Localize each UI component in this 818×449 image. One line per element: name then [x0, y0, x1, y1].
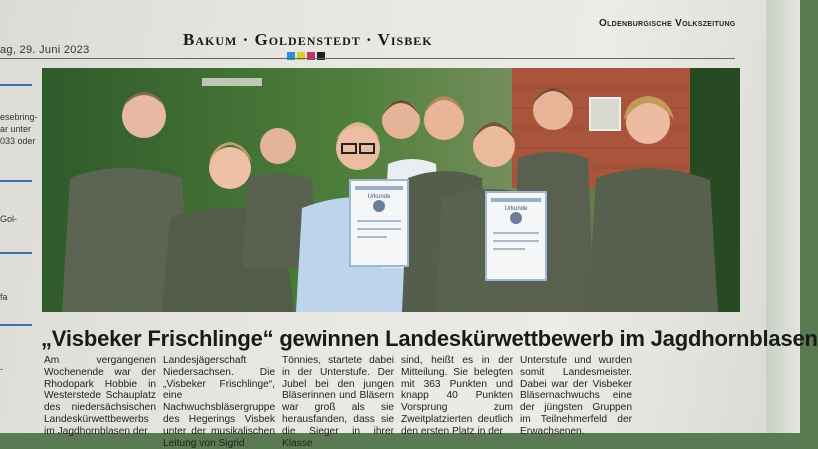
certificate-title: Urkunde	[504, 206, 528, 212]
column-divider	[0, 84, 32, 86]
issue-date: ag, 29. Juni 2023	[0, 44, 90, 56]
newspaper-name: Oldenburgische Volkszeitung	[599, 18, 736, 29]
window	[590, 98, 620, 130]
pergola	[202, 78, 262, 86]
group-photo-illustration	[42, 68, 740, 312]
article-column: Tönnies, startete dabei in der Unterstufe. Der Jubel bei den jungen Bläserinnen und Bläsern war groß als sie herausfanden, dass sie die Sieger in ihrer Klasse	[282, 355, 394, 449]
fragment-line: fa	[0, 292, 8, 302]
fragment-line: Gol-	[0, 214, 18, 224]
article-column: Unterstufe und wurden somit Landesmeister. Dabei war der Visbeker Bläsernachwuchs eine der jüngsten Gruppen im Teilnehmerfeld der Erwachsenen.	[520, 355, 632, 437]
fragment-line: -	[0, 364, 3, 374]
fragment-line: ar unter	[0, 124, 32, 134]
article-headline: „Visbeker Frischlinge“ gewinnen Landeskürwettbewerb im Jagdhornblasen	[41, 326, 818, 351]
column-divider	[0, 324, 32, 326]
section-title: Bakum · Goldenstedt · Visbek	[183, 30, 433, 49]
header-rule	[0, 58, 735, 59]
article-body	[44, 355, 744, 449]
certificate	[350, 180, 408, 266]
certificate	[486, 192, 546, 280]
fragment-line: esebring-	[0, 112, 38, 122]
page-edge	[766, 0, 800, 433]
column-divider	[0, 252, 32, 254]
adjacent-column-fragment	[0, 84, 36, 404]
article-column: Landesjägerschaft Niedersachsen. Die „Visbeker Frischlinge“, eine Nachwuchsbläsergruppe des Hegerings Visbek unter der musikalischen Leitung von Sigrid	[163, 355, 276, 449]
article-column: sind, heißt es in der Mitteilung. Sie belegten mit 363 Punkten und knapp 40 Punkten Vorsprung zum Zweitplatzierten deutlich den ersten Platz in der	[401, 355, 513, 437]
fragment-line: 033 oder	[0, 136, 36, 146]
group-photo	[42, 68, 740, 312]
article-column: Am vergangenen Wochenende war der Rhodopark Hobbie in Westerstede Schauplatz des niedersächsischen Landeskürwettbewerbs im Jagdhornblasen der	[44, 355, 156, 437]
column-divider	[0, 180, 32, 182]
certificate-title: Urkunde	[367, 194, 391, 200]
